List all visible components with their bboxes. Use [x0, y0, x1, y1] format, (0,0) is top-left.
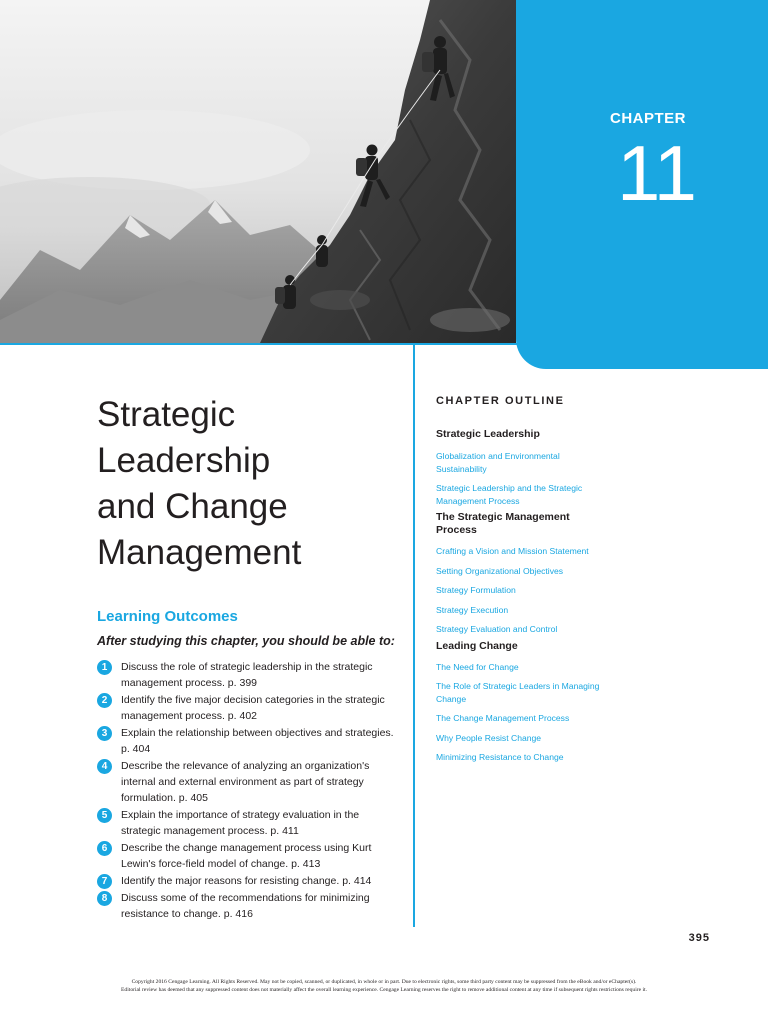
- learning-outcome-item: [97, 890, 397, 922]
- outcome-number-badge: 1: [97, 660, 112, 675]
- outline-section-title: The Strategic Management Process: [436, 511, 570, 536]
- chapter-title: [97, 392, 407, 576]
- outcome-number-badge: 3: [97, 726, 112, 741]
- outcome-text: Describe the change management process using Kurt Lewin's force-field model of change. p. 413: [121, 842, 372, 870]
- learning-outcome-item: [97, 758, 397, 806]
- outline-link[interactable]: Strategy Formulation: [436, 585, 516, 595]
- outline-link[interactable]: The Change Management Process: [436, 713, 570, 723]
- chapter-title-line: Strategic: [97, 395, 236, 434]
- outcome-text: Explain the relationship between objectives and strategies. p. 404: [121, 727, 394, 755]
- outcome-number-badge: 7: [97, 874, 112, 889]
- outline-section-title: Leading Change: [436, 639, 518, 652]
- chapter-title-line: Management: [97, 533, 302, 572]
- outline-link[interactable]: The Role of Strategic Leaders in Managing Change: [436, 681, 600, 704]
- outline-link[interactable]: Minimizing Resistance to Change: [436, 752, 564, 762]
- outcome-text: Discuss the role of strategic leadership in the strategic management process. p. 399: [121, 661, 373, 689]
- horizontal-divider: [0, 343, 600, 345]
- outline-link[interactable]: Setting Organizational Objectives: [436, 565, 564, 576]
- copyright-line: Copyright 2016 Cengage Learning. All Rights Reserved. May not be copied, scanned, or duplicated, in whole or in part. Due to electronic rights, some third party content may be suppressed from the eBook and/or eChapter(s).: [131, 979, 637, 985]
- outline-link[interactable]: Globalization and Environmental Sustainability: [436, 451, 560, 474]
- outline-link[interactable]: Why People Resist Change: [436, 732, 542, 743]
- outcome-text: Describe the relevance of analyzing an organization's internal and external environment as part of strategy formulation. p. 405: [121, 760, 370, 804]
- outcome-text: Discuss some of the recommendations for minimizing resistance to change. p. 416: [121, 892, 370, 920]
- chapter-title-line: Leadership: [97, 441, 271, 480]
- chapter-title-line: and Change: [97, 487, 288, 526]
- chapter-opener-photo: [0, 0, 516, 343]
- learning-outcome-item: [97, 840, 397, 872]
- learning-outcome-item: [97, 873, 397, 889]
- outline-section-title: Strategic Leadership: [436, 428, 540, 440]
- chapter-badge: [516, 0, 768, 369]
- outline-link[interactable]: Crafting a Vision and Mission Statement: [436, 546, 589, 556]
- outline-link[interactable]: Strategy Execution: [436, 604, 509, 615]
- learning-outcome-item: [97, 659, 397, 691]
- page-number: 395: [688, 932, 710, 944]
- learning-outcomes-intro: After studying this chapter, you should be able to:: [97, 634, 395, 648]
- outcome-number-badge: 4: [97, 759, 112, 774]
- outline-link[interactable]: Strategy Evaluation and Control: [436, 624, 558, 634]
- outcome-number-badge: 6: [97, 841, 112, 856]
- copyright-notice: [40, 978, 728, 994]
- learning-outcomes-list: [97, 659, 397, 923]
- outcome-text: Identify the five major decision categories in the strategic management process. p. 402: [121, 694, 385, 722]
- outcome-number-badge: 5: [97, 808, 112, 823]
- outcome-text: Identify the major reasons for resisting change. p. 414: [121, 875, 372, 887]
- chapter-number: 11: [617, 129, 696, 217]
- chapter-label: CHAPTER: [609, 110, 686, 127]
- outline-link[interactable]: Strategic Leadership and the Strategic Management Process: [436, 483, 583, 506]
- outcome-text: Explain the importance of strategy evaluation in the strategic management process. p. 411: [121, 809, 360, 837]
- climbers-image: [0, 0, 516, 343]
- outcome-number-badge: 8: [97, 891, 112, 906]
- learning-outcome-item: [97, 725, 397, 757]
- vertical-divider: [413, 345, 415, 927]
- copyright-line: Editorial review has deemed that any suppressed content does not materially affect the overall learning experience. Cengage Learning reserves the right to remove additional content at any time if subsequent rights restrictions require it.: [121, 987, 647, 993]
- learning-outcome-item: [97, 692, 397, 724]
- learning-outcomes-heading: Learning Outcomes: [97, 608, 238, 625]
- outline-link[interactable]: The Need for Change: [436, 661, 519, 672]
- chapter-outline-heading: CHAPTER OUTLINE: [436, 395, 565, 407]
- outcome-number-badge: 2: [97, 693, 112, 708]
- chapter-outline: [436, 428, 606, 771]
- learning-outcome-item: [97, 807, 397, 839]
